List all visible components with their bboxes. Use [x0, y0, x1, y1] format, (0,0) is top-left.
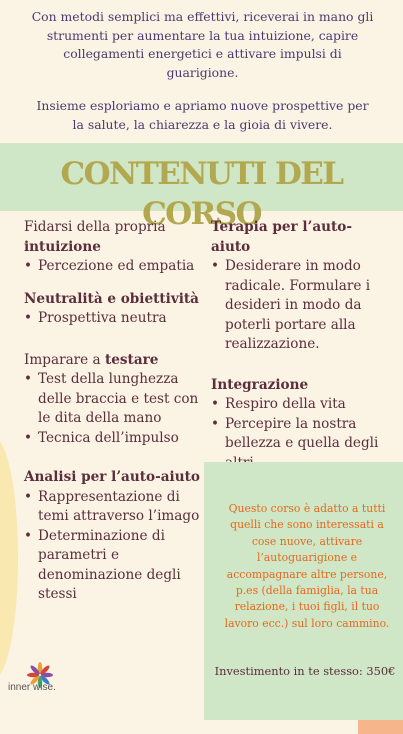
- bullet-list: [24, 488, 202, 605]
- left-column: [24, 218, 202, 618]
- section-heading: [24, 218, 202, 257]
- logo-text-1: inner: [8, 682, 31, 693]
- section-testare: [24, 351, 202, 449]
- list-item: • Tecnica dell’impulso: [24, 429, 202, 449]
- list-item: • Respiro della vita: [211, 395, 381, 415]
- section-terapia: [211, 218, 381, 355]
- section-heading-pre: Imparare a: [24, 351, 105, 368]
- list-item: • Desiderare in modo radicale. Formulare i desideri in modo da poterli portare alla realizzazione.: [211, 257, 381, 355]
- list-item: • Rappresentazione di temi attraverso l’imago: [24, 488, 202, 527]
- bullet-list: [24, 309, 202, 329]
- right-column: [211, 218, 381, 486]
- list-item: • Prospettiva neutra: [24, 309, 202, 329]
- section-heading: [211, 376, 381, 396]
- section-heading-bold: Terapia per l’auto-aiuto: [211, 219, 353, 255]
- section-heading-bold: Neutralità e obiettività: [24, 290, 199, 307]
- section-heading: [211, 218, 381, 257]
- section-integrazione: [211, 376, 381, 474]
- section-heading-bold: Analisi per l’auto-aiuto: [24, 469, 200, 485]
- intro-paragraph-1: Con metodi semplici ma effettivi, riceverai in mano gli strumenti per aumentare la tua intuizione, capire collegamenti energetici e attivare impulsi di guarigione.: [31, 9, 374, 80]
- list-item: • Percezione ed empatia: [24, 257, 202, 277]
- course-audience-note: Questo corso è adatto a tutti quelli che sono interessati a cose nuove, attivare l’autoguarigione e accompagnare altre persone, p.es (della famiglia, la tua relazione, i tuoi figli, il tuo lavoro ecc.) sul loro cammino.: [224, 502, 390, 630]
- decorative-blob-left: [0, 438, 18, 678]
- bullet-list: [211, 257, 381, 355]
- section-intuizione: [24, 218, 202, 277]
- intro-text: [30, 8, 375, 149]
- section-heading: [24, 290, 202, 310]
- section-heading: [24, 351, 202, 371]
- list-item: • Test della lunghezza delle braccia e test con le dita della mano: [24, 370, 202, 429]
- flower-icon: [4, 660, 64, 710]
- section-heading: [24, 468, 202, 488]
- section-analisi: [24, 468, 202, 605]
- section-heading-bold: intuizione: [24, 238, 101, 255]
- section-heading-pre: Fidarsi della propria: [24, 219, 166, 235]
- list-item: • Percepire la nostra bellezza e quella degli: [211, 415, 381, 474]
- logo-text-2: wise.: [33, 682, 56, 693]
- intro-paragraph-2: Insieme esploriamo e apriamo nuove prospettive per la salute, la chiarezza e la gioia di vivere.: [36, 98, 369, 132]
- price-text: Investimento in te stesso: 350€: [214, 664, 396, 678]
- section-heading-bold: Integrazione: [211, 376, 309, 393]
- section-neutralita: [24, 290, 202, 329]
- page-title: CONTENUTI DEL CORSO: [60, 156, 343, 232]
- list-item: • Determinazione di parametri e denominazione degli stessi: [24, 527, 202, 605]
- section-heading-bold: testare: [104, 351, 159, 368]
- innerwise-logo: [4, 660, 64, 710]
- bullet-list: [24, 257, 202, 277]
- bullet-list: [24, 370, 202, 448]
